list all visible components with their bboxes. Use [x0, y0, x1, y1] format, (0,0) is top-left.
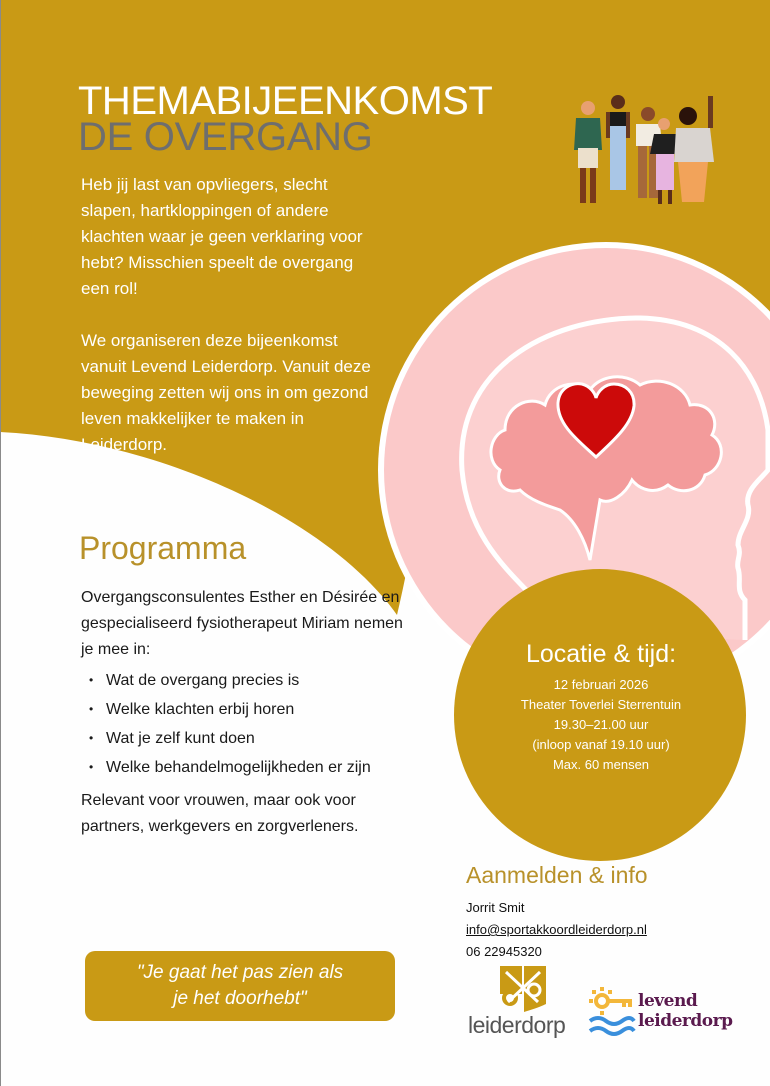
woman-5 [674, 96, 714, 202]
bullet-icon: • [89, 760, 94, 774]
women-group-illustration [570, 90, 720, 215]
levend-leiderdorp-logo [588, 985, 758, 1045]
sun-key-waves-icon [588, 987, 636, 1037]
woman-1 [574, 101, 602, 203]
list-item [81, 666, 371, 695]
leiderdorp-logo-text: leiderdorp [468, 1012, 566, 1038]
quote-text [110, 960, 370, 1012]
programma-intro: Overgangsconsulentes Esther en Désirée en gespecialiseerd fysiotherapeut Miriam nemen je mee in: [81, 589, 403, 658]
intro-paragraph-2: We organiseren deze bijeenkomst vanuit Levend Leiderdorp. Vanuit deze beweging zetten wij ons in om gezond leven makkelijker te maken in Leiderdorp. [81, 331, 371, 454]
list-item [81, 753, 371, 782]
list-item-text: Welke klachten erbij horen [106, 701, 295, 718]
leiderdorp-logo [466, 962, 576, 1042]
location-block [456, 640, 746, 775]
bullet-icon: • [89, 702, 94, 716]
location-capacity: Max. 60 mensen [552, 757, 650, 772]
location-time: 19.30–21.00 uur [553, 717, 649, 732]
contact-block [466, 862, 746, 963]
audience-text: Relevant voor vrouwen, maar ook voor partners, werkgevers en zorgverleners. [81, 792, 359, 835]
title-line-1: THEMABIJEENKOMST [78, 79, 493, 123]
contact-phone: 06 22945320 [466, 944, 542, 959]
list-item [81, 724, 371, 753]
location-heading: Locatie & tijd: [525, 640, 677, 668]
contact-email-link[interactable]: info@sportakkoordleiderdorp.nl [466, 922, 647, 937]
location-venue: Theater Toverlei Sterrentuin [520, 697, 682, 712]
bullet-icon: • [89, 731, 94, 745]
intro-paragraph-1: Heb jij last van opvliegers, slecht slapen, hartkloppingen of andere klachten waar je geen verklaring voor hebt? Misschien speelt de overgang een rol! [81, 175, 363, 298]
quote-line-2: je het doorhebt" [173, 988, 307, 1009]
contact-name: Jorrit Smit [466, 900, 525, 915]
intro-text [81, 172, 381, 484]
keys-crest-icon [498, 964, 548, 1014]
programma-heading: Programma [79, 530, 247, 566]
list-item-text: Welke behandelmogelijkheden er zijn [106, 759, 371, 776]
woman-2 [606, 95, 630, 190]
levend-logo-text-1: levend [638, 991, 698, 1011]
programma-list [81, 666, 371, 782]
list-item-text: Wat je zelf kunt doen [106, 730, 255, 747]
bullet-icon: • [89, 673, 94, 687]
list-item [81, 695, 371, 724]
page-border [0, 0, 1, 1086]
location-walk-in: (inloop vanaf 19.10 uur) [532, 737, 670, 752]
title-line-2: DE OVERGANG [78, 115, 373, 159]
list-item-text: Wat de overgang precies is [106, 672, 300, 689]
quote-line-1: "Je gaat het pas zien als [136, 962, 344, 983]
contact-heading: Aanmelden & info [466, 862, 648, 888]
location-date: 12 februari 2026 [553, 677, 649, 692]
quote-box [85, 951, 395, 1021]
levend-logo-text-2: leiderdorp [638, 1011, 733, 1031]
